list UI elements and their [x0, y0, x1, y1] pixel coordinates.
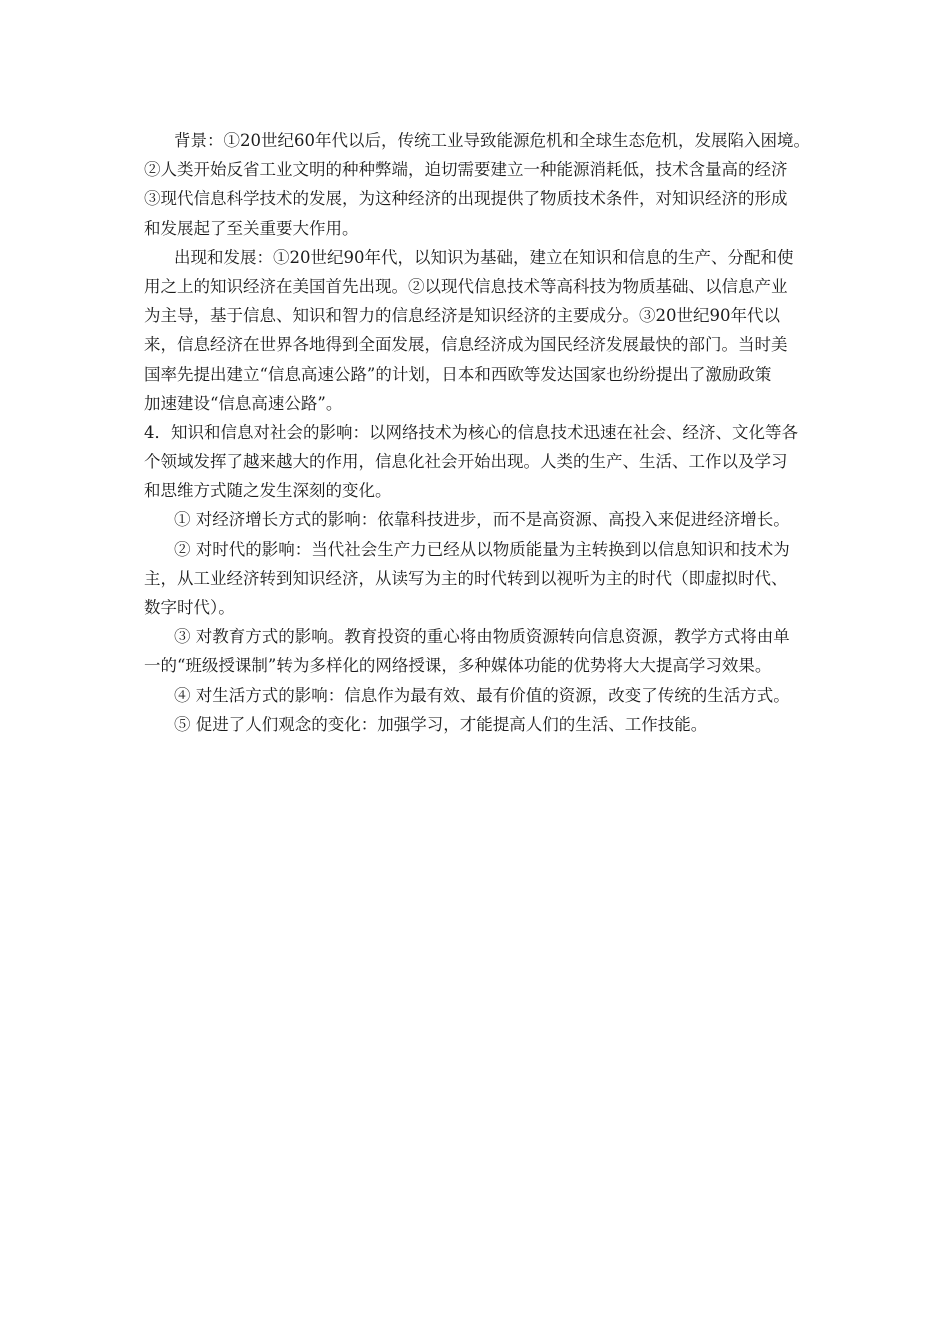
text-line: ② 对时代的影响：当代社会生产力已经从以物质能量为主转换到以信息知识和技术为	[174, 539, 790, 559]
text-line: 一的“班级授课制”转为多样化的网络授课，多种媒体功能的优势将大大提高学习效果。	[144, 656, 772, 676]
text-line: 主，从工业经济转到知识经济，从读写为主的时代转到以视听为主的时代（即虚拟时代、	[144, 568, 788, 588]
text-line: 加速建设“信息高速公路”。	[144, 393, 343, 413]
text-line: 个领域发挥了越来越大的作用，信息化社会开始出现。人类的生产、生活、工作以及学习	[144, 452, 788, 472]
text-line: 用之上的知识经济在美国首先出现。②以现代信息技术等高科技为物质基础、以信息产业	[144, 276, 788, 296]
text-line: ③ 对教育方式的影响。教育投资的重心将由物质资源转向信息资源，教学方式将由单	[174, 627, 790, 647]
text-line: 和思维方式随之发生深刻的变化。	[144, 481, 392, 501]
text-line: 来，信息经济在世界各地得到全面发展，信息经济成为国民经济发展最快的部门。当时美	[144, 335, 788, 355]
text-line: ③现代信息科学技术的发展，为这种经济的出现提供了物质技术条件，对知识经济的形成	[144, 189, 788, 209]
text-line: 为主导，基于信息、知识和智力的信息经济是知识经济的主要成分。③20世纪90年代以	[144, 306, 780, 326]
text-line: ②人类开始反省工业文明的种种弊端，迫切需要建立一种能源消耗低，技术含量高的经济	[144, 160, 788, 180]
document-body	[144, 126, 810, 739]
text-line: 背景：①20世纪60年代以后，传统工业导致能源危机和全球生态危机，发展陷入困境。	[174, 131, 810, 150]
text-line: 数字时代）。	[144, 598, 235, 617]
text-line: 出现和发展：①20世纪90年代，以知识为基础，建立在知识和信息的生产、分配和使	[174, 247, 794, 267]
text-line: ⑤ 促进了人们观念的变化：加强学习，才能提高人们的生活、工作技能。	[174, 714, 708, 734]
text-line: ① 对经济增长方式的影响：依靠科技进步，而不是高资源、高投入来促进经济增长。	[174, 510, 790, 530]
text-line: 4．知识和信息对社会的影响：以网络技术为核心的信息技术迅速在社会、经济、文化等各	[144, 422, 798, 442]
text-line: ④ 对生活方式的影响：信息作为最有效、最有价值的资源，改变了传统的生活方式。	[174, 685, 790, 705]
text-line: 和发展起了至关重要大作用。	[144, 218, 359, 238]
text-line: 国率先提出建立“信息高速公路”的计划，日本和西欧等发达国家也纷纷提出了激励政策	[144, 364, 772, 384]
